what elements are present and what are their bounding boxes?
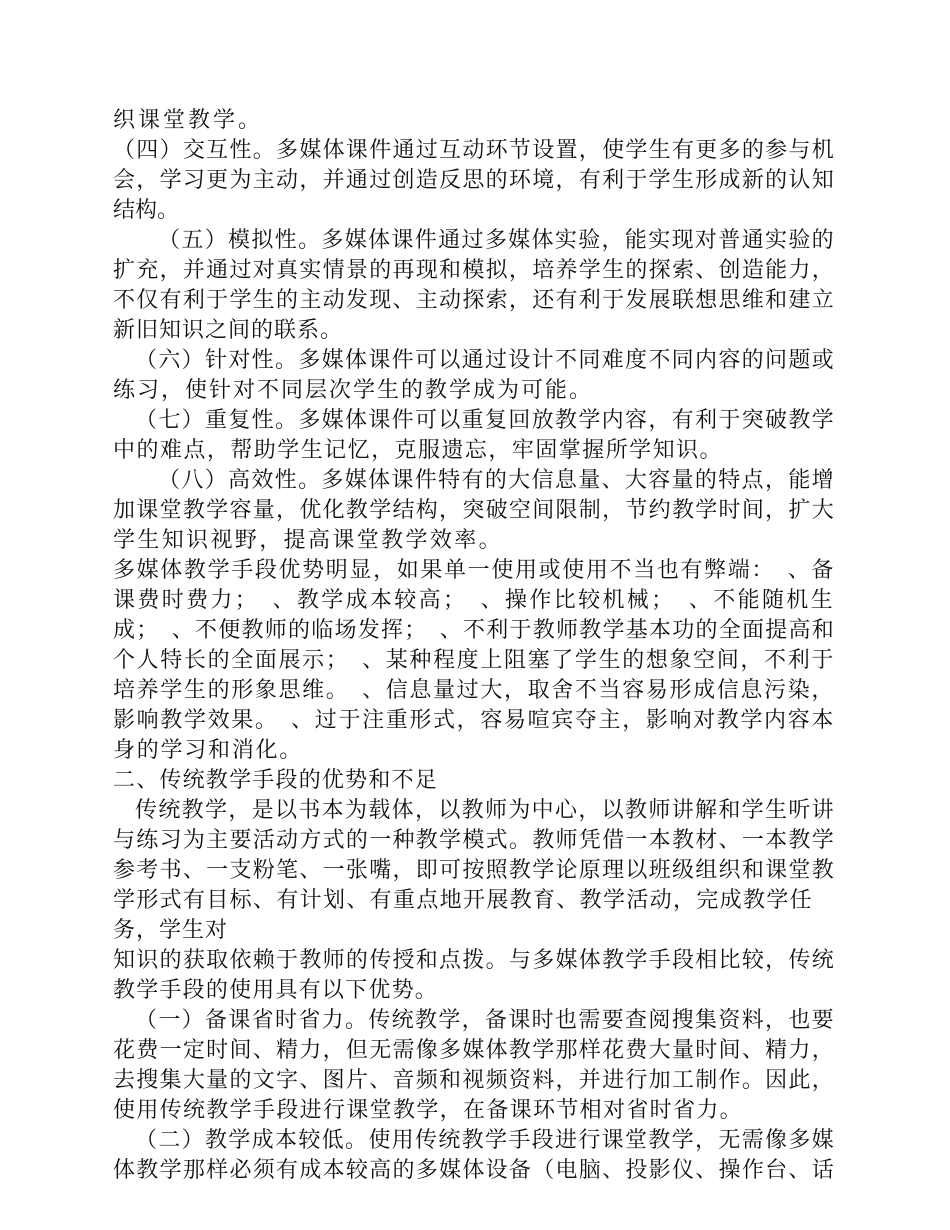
text-line: 培养学生的形象思维。 、信息量过大，取舍不当容易形成信息污染， [113,678,835,703]
text-line: 体教学那样必须有成本较高的多媒体设备（电脑、投影仪、操作台、话 [113,1158,835,1183]
text-line: （四）交互性。多媒体课件通过互动环节设置，使学生有更多的参与机 [113,138,835,163]
text-line: 多媒体教学手段优势明显，如果单一使用或使用不当也有弊端： 、备 [113,558,835,583]
text-line: 教学手段的使用具有以下优势。 [113,978,438,1003]
text-line: 会，学习更为主动，并通过创造反思的环境，有利于学生形成新的认知 [113,168,835,193]
section-heading: 二、传统教学手段的优势和不足 [113,768,438,793]
text-line: （八）高效性。多媒体课件特有的大信息量、大容量的特点，能增 [158,468,835,493]
text-line: 练习，使针对不同层次学生的教学成为可能。 [113,378,593,403]
text-line: （五）模拟性。多媒体课件通过多媒体实验，能实现对普通实验的 [158,228,835,253]
text-line: 成； 、不便教师的临场发挥； 、不利于教师教学基本功的全面提高和 [113,618,835,643]
text-line: （一）备课省时省力。传统教学，备课时也需要查阅搜集资料，也要 [135,1008,835,1033]
text-line: （六）针对性。多媒体课件可以通过设计不同难度不同内容的问题或 [135,348,835,373]
text-line: 不仅有利于学生的主动发现、主动探索，还有利于发展联想思维和建立 [113,288,835,313]
text-line: 身的学习和消化。 [113,738,303,763]
text-line: 扩充，并通过对真实情景的再现和模拟，培养学生的探索、创造能力， [113,258,835,283]
text-line: 织课堂教学。 [113,108,263,133]
text-line: 课费时费力； 、教学成本较高； 、操作比较机械； 、不能随机生 [113,588,835,613]
text-line: 个人特长的全面展示； 、某种程度上阻塞了学生的想象空间，不利于 [113,648,835,673]
text-line: 花费一定时间、精力，但无需像多媒体教学那样花费大量时间、精力， [113,1038,835,1063]
text-line: 与练习为主要活动方式的一种教学模式。教师凭借一本教材、一本教学 [113,828,835,853]
text-line: 结构。 [113,198,180,223]
text-line: 影响教学效果。 、过于注重形式，容易喧宾夺主，影响对教学内容本 [113,708,835,733]
text-line: （二）教学成本较低。使用传统教学手段进行课堂教学，无需像多媒 [135,1128,835,1153]
text-line: 学形式有目标、有计划、有重点地开展教育、教学活动，完成教学任 [113,888,813,913]
text-line: 知识的获取依赖于教师的传授和点拨。与多媒体教学手段相比较，传统 [113,948,835,973]
text-line: 传统教学，是以书本为载体，以教师为中心，以教师讲解和学生听讲 [135,798,835,823]
text-line: 加课堂教学容量，优化教学结构，突破空间限制，节约教学时间，扩大 [113,498,835,523]
text-line: 中的难点，帮助学生记忆，克服遗忘，牢固掌握所学知识。 [113,438,723,463]
text-line: 新旧知识之间的联系。 [113,318,343,343]
text-line: （七）重复性。多媒体课件可以重复回放教学内容，有利于突破教学 [135,408,835,433]
text-line: 去搜集大量的文字、图片、音频和视频资料，并进行加工制作。因此， [113,1068,835,1093]
text-line: 学生知识视野，提高课堂教学效率。 [113,528,503,553]
text-line: 使用传统教学手段进行课堂教学，在备课环节相对省时省力。 [113,1098,743,1123]
text-line: 参考书、一支粉笔、一张嘴，即可按照教学论原理以班级组织和课堂教 [113,858,835,883]
text-line: 务，学生对 [113,918,228,943]
